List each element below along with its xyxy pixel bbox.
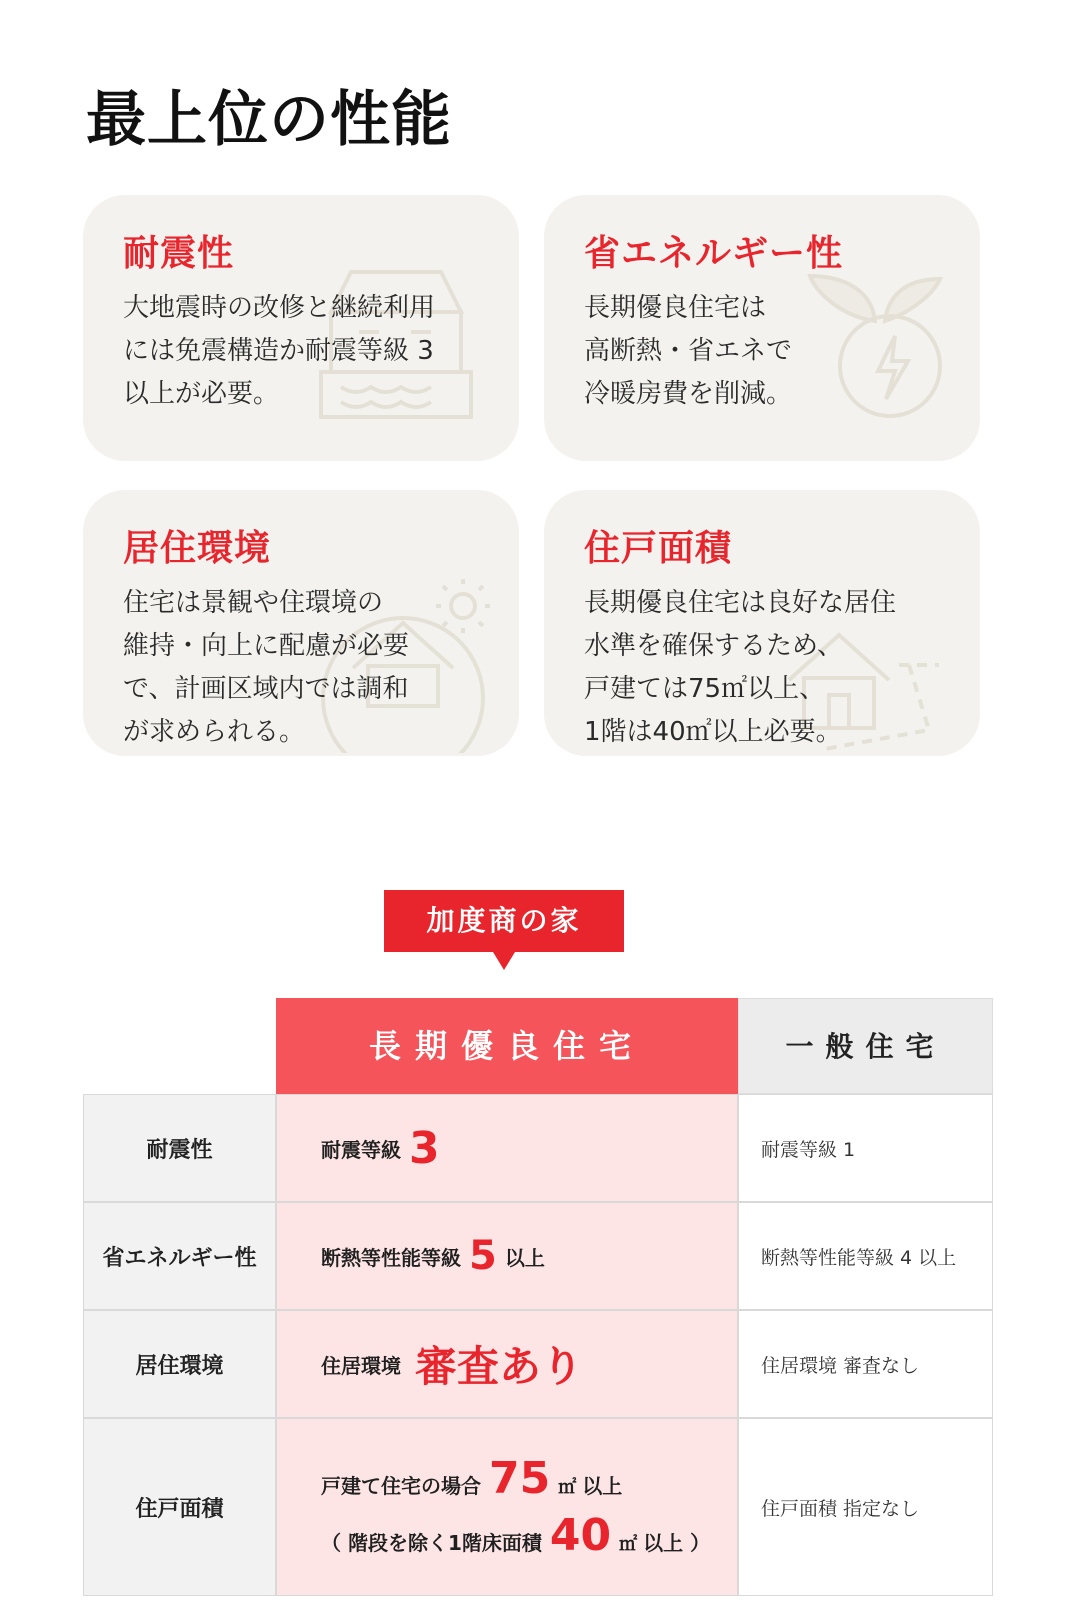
table-row	[83, 1202, 993, 1310]
card-body-line: 長期優良住宅は	[584, 293, 767, 323]
premium-suffix: 以上	[582, 1474, 623, 1498]
card-body-line: が求められる。	[123, 717, 306, 747]
premium-line	[321, 1453, 710, 1504]
card-title: 耐震性	[123, 233, 235, 274]
normal-cell: 断熱等性能等級 4 以上	[738, 1202, 993, 1310]
page-title: 最上位の性能	[86, 85, 452, 155]
card-body-line: 戸建ては75㎡以上、	[584, 674, 826, 704]
card-floor-area	[544, 490, 980, 756]
row-label: 省エネルギー性	[83, 1202, 276, 1310]
row-label: 居住環境	[83, 1310, 276, 1418]
badge-pointer	[493, 952, 515, 970]
card-body-line: 維持・向上に配慮が必要	[123, 631, 410, 661]
premium-cell	[276, 1202, 738, 1310]
header-premium: 長期優良住宅	[276, 998, 738, 1094]
card-energy	[544, 195, 980, 461]
card-body-line: で、計画区域内では調和	[123, 674, 409, 704]
card-title: 省エネルギー性	[584, 233, 844, 274]
table-row	[83, 1310, 993, 1418]
premium-suffix: 以上	[504, 1245, 545, 1270]
card-body-line: 高断熱・省エネで	[584, 336, 793, 366]
premium-value: 75	[489, 1453, 551, 1504]
premium-cell	[276, 1094, 738, 1202]
normal-cell: 住居環境 審査なし	[738, 1310, 993, 1418]
premium-cell	[276, 1418, 738, 1596]
row-label: 住戸面積	[83, 1418, 276, 1596]
card-seismic	[83, 195, 519, 461]
premium-suffix: 以上 ）	[643, 1531, 711, 1555]
premium-value: 審査あり	[415, 1342, 584, 1391]
card-body-line: 冷暖房費を削減。	[584, 379, 793, 409]
premium-prefix: 住居環境	[321, 1353, 401, 1378]
premium-prefix: 断熱等性能等級	[321, 1245, 461, 1270]
brand-badge: 加度商の家	[384, 890, 624, 952]
premium-unit: ㎡	[619, 1534, 638, 1555]
card-body-line: 水準を確保するため、	[584, 631, 843, 661]
premium-value: 40	[549, 1510, 612, 1561]
header-normal: 一般住宅	[738, 998, 993, 1094]
premium-prefix: 戸建て住宅の場合	[321, 1474, 481, 1498]
card-body	[123, 287, 493, 416]
table-row	[83, 1418, 993, 1596]
card-body-line: には免震構造か耐震等級 3	[123, 336, 434, 366]
table-row	[83, 1094, 993, 1202]
premium-unit: ㎡	[558, 1477, 577, 1498]
premium-value: 3	[409, 1122, 440, 1174]
premium-prefix: 耐震等級	[321, 1137, 401, 1162]
normal-cell: 住戸面積 指定なし	[738, 1418, 993, 1596]
premium-prefix: （ 階段を除く1階床面積	[321, 1531, 542, 1555]
card-environment	[83, 490, 519, 756]
premium-cell	[276, 1310, 738, 1418]
card-body-line: 1階は40㎡以上必要。	[584, 717, 842, 747]
card-body-line: 大地震時の改修と継続利用	[123, 293, 436, 323]
normal-cell: 耐震等級 1	[738, 1094, 993, 1202]
card-body-line: 住宅は景観や住環境の	[123, 588, 384, 618]
card-body	[123, 582, 493, 754]
card-title: 住戸面積	[584, 528, 733, 569]
card-body	[584, 582, 954, 754]
card-body-line: 長期優良住宅は良好な居住	[584, 588, 897, 618]
premium-value: 5	[469, 1233, 497, 1279]
card-body-line: 以上が必要。	[123, 379, 280, 409]
card-body	[584, 287, 954, 416]
premium-line	[321, 1510, 710, 1561]
row-label: 耐震性	[83, 1094, 276, 1202]
card-title: 居住環境	[123, 528, 272, 569]
